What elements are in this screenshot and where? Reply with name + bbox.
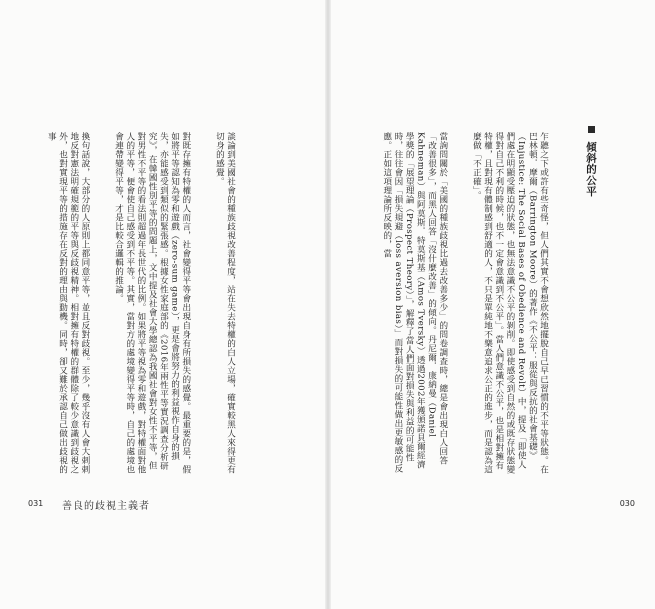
right-paragraph-2: 當詢問關於「美國的種族歧視比過去改善多少」的問卷調查時，總是會出現白人回答「改善很多」，而黑人回答「沒什麼改善」的傾向。丹尼爾．康納曼（Daniel Kahneman）與阿莫斯．特莫斯基（Amos Tversky）透過2002年獲頒諾貝爾經濟學獎的「展望理論（Prospect Theory）」，解釋了當人們面對損失與利益的可能性時，往往會因「損失規避（loss aversion bias）」而對損失的可能性做出更敏感的反應。正如這項理論所反映的，當 [381,132,448,473]
square-bullet-icon [588,126,595,133]
right-paragraph-1: 乍聽之下或許有些奇怪，但人們其實不會想欣然地擺脫自己早已習慣的不平等狀態。在巴林頓．摩爾（Barrington Moore）的著作《不公平：服從與反抗的社會基礎》（Injustice: The Social Bases of Obedience and Revolt）中，提及「即使人們處在明顯受壓迫的狀態，也無法意識不公平的剝削。即使感受到自然的或既存狀態變得對自己不利的時候，也不一定會意識到不公平」。當人們意識不公平，也是相對擁有特權，且對現有體制感到舒適的人，不只是單純地不樂意追求公正的進步，而是認為這麼做「不正確」。 [471,132,549,474]
right-page-number: 030 [619,499,635,508]
left-paragraph-3: 換句話說，大部分的人原則上都同意平等，並且反對歧視。至少，幾乎沒有人會大剌剌地反對憲法明確規範的平等與反歧視精神。相對擁有特權的群體除了較少意識到歧視之外，也對實現平等的措施存在反對的理由與動機。同時，卻又難於承認自己做出歧視的事 [46,132,90,474]
left-page-number: 031 [28,499,44,508]
right-page-body [371,132,571,474]
left-page-body [43,132,258,474]
right-page [331,0,655,609]
section-heading-text: 傾斜的公平 [585,141,597,197]
left-paragraph-1: 談論到美國社會的種族歧視改善程度，站在失去特權的白人立場，確實較黑人來得更有切身的感覺。 [214,132,236,474]
left-paragraph-2: 對既存擁有特權的人而言，社會變得平等會出現自身有所損失的感覺。最重要的是，假如將平等認知為零和遊戲（zero-sum game），更是會將努力的利益視作自身的損失，亦能感受到類似的緊張感。根據女性家庭部的《2016年兩性平等實況調查分析研究》，在韓國性別平等的問題上，文中提及社會大學總認為我國社會對女性不平等，但對男性不平等的看法則超過年長世代的比例。如果將平等視為零和遊戲，對特權面對他人的平等，便會使自己感受到不平等。其實，當對方的處境變得平等時，自己的處境也會連帶變得平等，才是比較合邏輯的推論。 [113,132,191,474]
left-page [0,0,325,609]
section-heading [584,126,599,197]
running-title: 善良的歧視主義者 [62,501,150,512]
